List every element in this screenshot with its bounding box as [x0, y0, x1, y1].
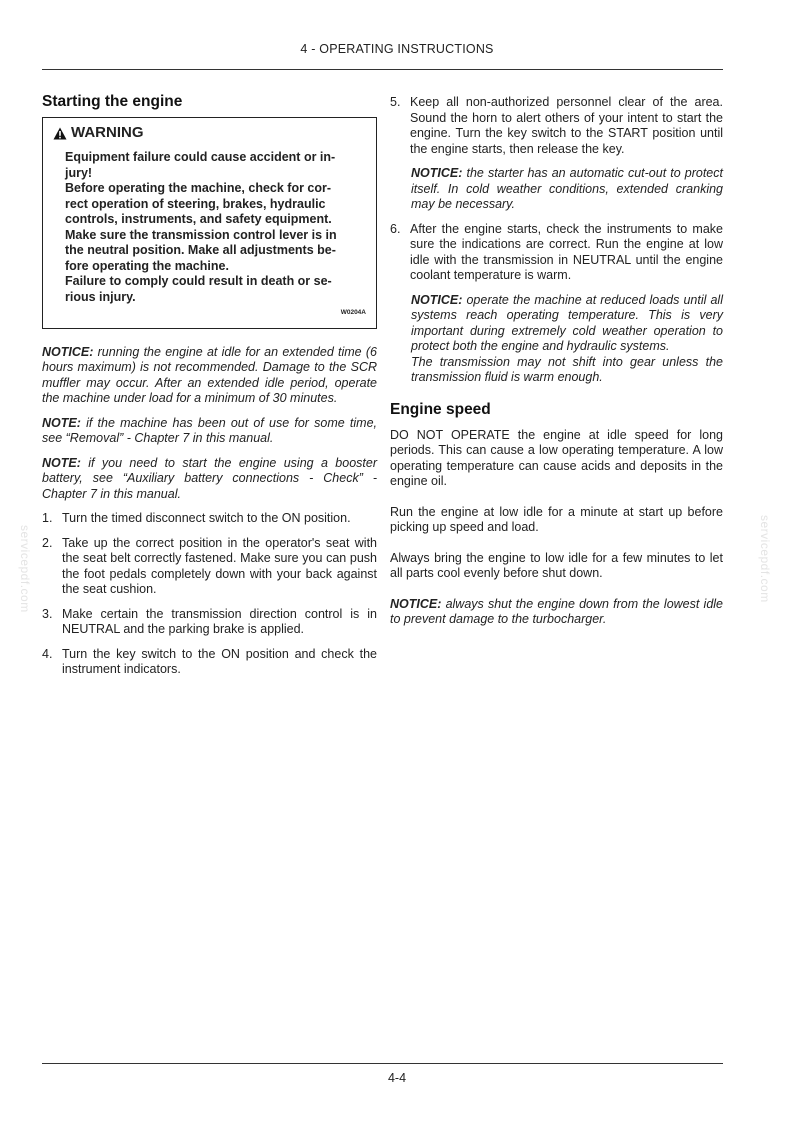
warning-line: controls, instruments, and safety equipment. — [65, 212, 332, 226]
paragraph: Run the engine at low idle for a minute at start up before picking up speed and load. — [390, 504, 723, 534]
notice-label: NOTICE: — [42, 344, 94, 359]
note-text: if the machine has been out of use for some time, see “Removal” - Chapter 7 in this manual. — [42, 415, 377, 445]
step-number: 3. — [42, 606, 53, 621]
step-number: 4. — [42, 646, 53, 661]
notice-text: always shut the engine down from the lowest idle to prevent damage to the turbocharger. — [390, 596, 723, 626]
steps-list-continued — [390, 222, 723, 284]
notice-reduced-loads — [390, 293, 723, 386]
warning-triangle-icon — [53, 127, 67, 140]
warning-line: fore operating the machine. — [65, 258, 229, 273]
note-label: NOTE: — [42, 415, 81, 430]
step-text: Keep all non-authorized personnel clear of the area. Sound the horn to alert others of your intent to start the engine. Turn the key switch to the START position until the engine starts, then release the key. — [410, 95, 723, 156]
notice-label: NOTICE: — [411, 166, 463, 180]
notice-shutdown-idle — [390, 597, 723, 628]
notice-text: operate the machine at reduced loads until all systems reach operating temperature. This is very important during extremely cold weather operation to protect both the engine and hydraulic systems. — [411, 292, 723, 353]
list-item — [42, 511, 377, 527]
list-item — [390, 95, 723, 157]
warning-code: W0204A — [340, 309, 366, 316]
notice-text: the starter has an automatic cut-out to protect itself. In cold weather conditions, extended cranking may be necessary. — [411, 166, 723, 211]
warning-line: Equipment failure could cause accident or in- — [65, 150, 336, 164]
warning-line: rious injury. — [65, 289, 136, 304]
step-number: 1. — [42, 511, 53, 525]
warning-line: Failure to comply could result in death or se- — [65, 274, 332, 288]
notice-label: NOTICE: — [411, 292, 463, 307]
footer-rule — [42, 1063, 723, 1064]
warning-line: the neutral position. Make all adjustments be- — [65, 243, 336, 257]
section-title-starting-engine: Starting the engine — [42, 93, 183, 110]
warning-line: Make sure the transmission control lever is in — [65, 227, 337, 242]
warning-body — [53, 150, 366, 321]
notice-line — [411, 293, 723, 355]
section-title-engine-speed: Engine speed — [390, 400, 491, 418]
note-out-of-use — [42, 416, 377, 447]
paragraph: DO NOT OPERATE the engine at idle speed for long periods. This can cause a low operating temperature. A low operating temperature can cause acids and deposits in the engine oil. — [390, 427, 723, 488]
list-item — [390, 222, 723, 284]
step-number: 6. — [390, 221, 401, 236]
page-header-title: 4 - OPERATING INSTRUCTIONS — [300, 42, 494, 56]
left-column — [42, 93, 377, 687]
warning-box — [42, 117, 377, 329]
notice-idle-extended — [42, 345, 377, 407]
list-item — [42, 607, 377, 638]
warning-label: WARNING — [71, 124, 144, 141]
page-number: 4-4 — [387, 1071, 407, 1085]
step-number: 5. — [390, 95, 401, 109]
steps-list — [42, 511, 377, 678]
notice-starter-cutout — [390, 166, 723, 213]
right-column — [390, 95, 723, 637]
step-number: 2. — [42, 535, 53, 550]
note-booster-battery — [42, 456, 377, 503]
step-text: After the engine starts, check the instruments to make sure the indications are correct. Run the engine at low idle with the transmission in NEUTRAL until the engine coolant temperature is warm. — [410, 221, 723, 282]
header-rule — [42, 69, 723, 70]
step-text: Turn the key switch to the ON position and check the instrument indicators. — [62, 646, 377, 676]
warning-line: rect operation of steering, brakes, hydraulic — [65, 196, 326, 211]
warning-line: jury! — [65, 165, 93, 180]
list-item — [42, 647, 377, 678]
step-text: Make certain the transmission direction control is in NEUTRAL and the parking brake is applied. — [62, 606, 377, 636]
notice-text: running the engine at idle for an extended time (6 hours maximum) is not recommended. Damage to the SCR muffler may occur. After an extended idle period, operate the machine under load for a minimum of 30 minutes. — [42, 344, 377, 405]
notice-extra-text: The transmission may not shift into gear unless the transmission fluid is warm enough. — [411, 354, 723, 384]
notice-label: NOTICE: — [390, 596, 442, 611]
paragraph: Always bring the engine to low idle for a few minutes to let all parts cool evenly before shut down. — [390, 550, 723, 580]
list-item — [42, 536, 377, 598]
note-text: if you need to start the engine using a booster battery, see “Auxiliary battery connections - Check” - Chapter 7 in this manual. — [42, 455, 377, 501]
steps-list-continued — [390, 95, 723, 157]
warning-line: Before operating the machine, check for cor- — [65, 181, 332, 195]
note-label: NOTE: — [42, 455, 81, 470]
warning-header — [53, 124, 366, 142]
step-text: Turn the timed disconnect switch to the ON position. — [62, 511, 351, 525]
watermark-right: servicepdf.com — [758, 515, 772, 603]
watermark-left: servicepdf.com — [18, 525, 32, 613]
step-text: Take up the correct position in the operator's seat with the seat belt correctly fastened. Make sure you can push the foot pedals completely down with your back against the seat cushion. — [62, 535, 377, 596]
